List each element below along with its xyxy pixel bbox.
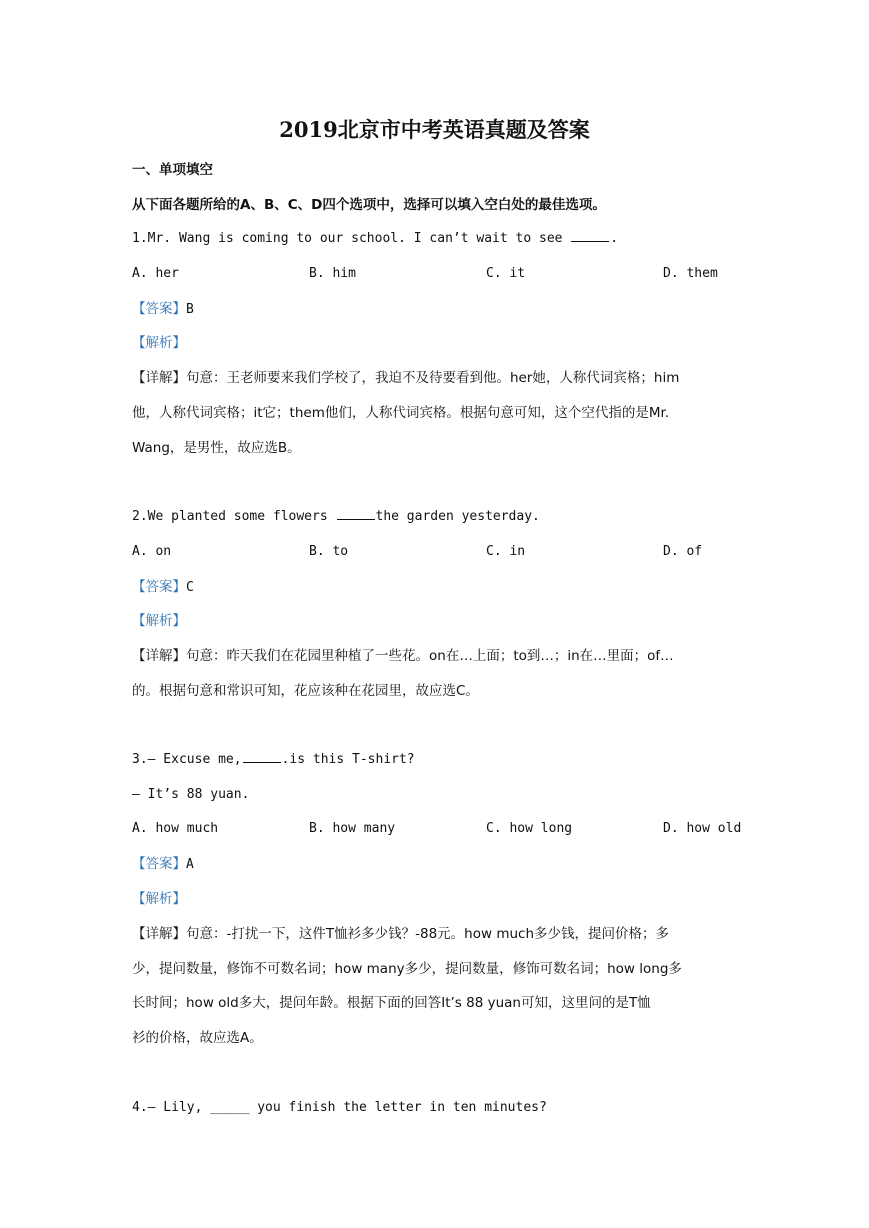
question-2-detail-line-2: 的。根据句意和常识可知，花应该种在花园里，故应选C。 [132,683,479,699]
answer-tag: 【答案】 [132,856,186,872]
detail-tag: 【详解】 [132,926,186,942]
analysis-tag: 【解析】 [132,891,186,907]
option-d: D. them [663,266,718,281]
detail-tag: 【详解】 [132,648,186,664]
question-3-detail-line-2: 少，提问数量，修饰不可数名词；how many多少，提问数量，修饰可数名词；how long多 [132,961,682,977]
answer-value: C [186,580,194,595]
detail-text: 句意：王老师要来我们学校了，我迫不及待要看到他。her她，人称代词宾格；him [186,370,680,386]
question-2-detail-line-1 [132,646,737,666]
detail-text: 句意：-打扰一下，这件T恤衫多少钱？-88元。how much多少钱，提问价格；多 [186,926,669,942]
analysis-tag: 【解析】 [132,613,186,629]
detail-tag: 【详解】 [132,370,186,386]
question-2-options [132,542,737,562]
question-2-answer [132,577,737,598]
question-3-detail-line-3: 长时间；how old多大，提问年龄。根据下面的回答It’s 88 yuan可知，这里问的是T恤 [132,995,651,1011]
question-2-analysis-tag [132,611,737,631]
question-1-stem-before: 1.Mr. Wang is coming to our school. I can’t wait to see [132,231,571,246]
question-1-stem [132,229,737,249]
instruction-text: 从下面各题所给的A、B、C、D四个选项中，选择可以填入空白处的最佳选项。 [132,197,606,213]
document-title: 2019北京市中考英语真题及答案 [279,117,590,142]
option-a: A. on [132,544,172,559]
question-1-detail-line-2: 他，人称代词宾格；it它；them他们，人称代词宾格。根据句意可知，这个空代指的是Mr. [132,405,670,421]
option-b: B. how many [309,821,396,836]
answer-value: B [186,302,194,317]
question-4-stem: 4.— Lily, _____ you finish the letter in ten minutes? [132,1100,547,1115]
option-c: C. in [486,544,526,559]
option-d: D. how old [663,821,742,836]
question-3-detail-line-4: 衫的价格，故应选A。 [132,1030,263,1046]
question-3-analysis-tag [132,889,737,909]
option-b: B. to [309,544,349,559]
question-1-stem-after: . [610,231,619,246]
question-2-stem [132,507,737,527]
question-1-detail-line-3: Wang，是男性，故应选B。 [132,440,301,456]
option-a: A. how much [132,821,219,836]
answer-tag: 【答案】 [132,301,186,317]
question-1-detail-line-1 [132,368,737,388]
option-d: D. of [663,544,703,559]
question-1-answer [132,299,737,320]
detail-text: 句意：昨天我们在花园里种植了一些花。on在…上面；to到…；in在…里面；of… [186,648,674,664]
answer-value: A [186,857,194,872]
section-heading: 一、单项填空 [132,162,213,178]
answer-tag: 【答案】 [132,579,186,595]
question-3-stem [132,750,737,770]
question-3-stem-after: .is this T-shirt? [281,752,415,767]
option-a: A. her [132,266,179,281]
question-2-stem-before: 2.We planted some flowers [132,509,336,524]
answer-blank [337,507,375,520]
question-1-analysis-tag [132,333,737,353]
option-b: B. him [309,266,356,281]
question-2-stem-after: the garden yesterday. [375,509,540,524]
question-3-options [132,819,742,839]
answer-blank [571,229,609,242]
question-3-detail-line-1 [132,924,737,944]
question-3-stem-line-2: — It’s 88 yuan. [132,787,250,802]
question-3-stem-before: 3.— Excuse me, [132,752,242,767]
answer-blank [243,750,281,763]
option-c: C. it [486,266,526,281]
question-3-answer [132,854,737,875]
analysis-tag: 【解析】 [132,335,186,351]
question-1-options [132,264,737,284]
option-c: C. how long [486,821,573,836]
